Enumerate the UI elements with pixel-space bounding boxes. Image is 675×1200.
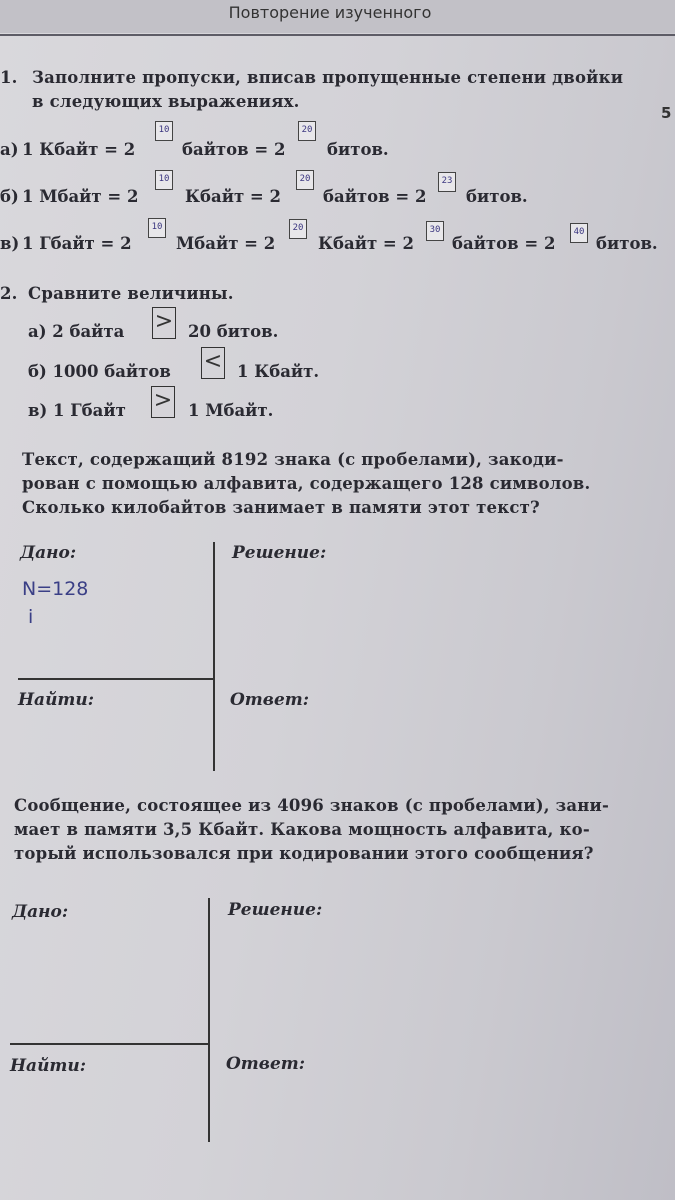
task4-line1: Сообщение, состоящее из 4096 знаков (с пробелами), зани- <box>14 796 610 815</box>
task4-find-label: Найти: <box>10 1056 87 1076</box>
task2-b-sign-box[interactable]: < <box>201 347 225 379</box>
page-header <box>0 0 675 33</box>
task1-b-label: б) <box>0 187 19 206</box>
task2-c-sign-box[interactable]: > <box>151 386 175 418</box>
task4-solution-label: Решение: <box>228 900 323 920</box>
task1-b-part2: Кбайт = 2 <box>185 187 281 206</box>
task1-a-part1: 1 Кбайт = 2 <box>22 140 136 159</box>
header-rule <box>0 34 675 36</box>
task2-a-sign-box[interactable]: > <box>152 307 176 339</box>
task1-c-exp1[interactable]: 10 <box>148 218 166 238</box>
task3-find-label: Найти: <box>18 690 95 710</box>
task3-solution-label: Решение: <box>232 543 327 563</box>
task1-a-label: а) <box>0 140 19 159</box>
task4-answer-label: Ответ: <box>226 1054 306 1074</box>
task2-number: 2. <box>0 284 18 303</box>
task1-b-exp1[interactable]: 10 <box>155 170 173 190</box>
task3-divider-horizontal <box>18 678 215 680</box>
task3-given-label: Дано: <box>20 543 77 563</box>
task2-a-left: а) 2 байта <box>28 322 125 341</box>
task1-b-part4: битов. <box>466 187 528 206</box>
task1-c-part4: байтов = 2 <box>452 234 556 253</box>
task1-a-exp1[interactable]: 10 <box>155 121 173 141</box>
task4-divider-horizontal <box>10 1043 210 1045</box>
task3-handwriting-n: N=128 <box>22 578 89 600</box>
task3-line2: рован с помощью алфавита, содержащего 128 символов. <box>22 474 591 493</box>
task1-b-exp3[interactable]: 23 <box>438 172 456 192</box>
task1-b-part1: 1 Мбайт = 2 <box>22 187 139 206</box>
header-title: Повторение изученного <box>228 3 432 22</box>
task3-line1: Текст, содержащий 8192 знака (с пробелами), закоди- <box>22 450 564 469</box>
task1-a-exp2[interactable]: 20 <box>298 121 316 141</box>
task1-c-exp4[interactable]: 40 <box>570 223 588 243</box>
task1-c-part3: Кбайт = 2 <box>318 234 414 253</box>
task1-b-exp2[interactable]: 20 <box>296 170 314 190</box>
task3-answer-label: Ответ: <box>230 690 310 710</box>
task1-c-label: в) <box>0 234 20 253</box>
task4-given-label: Дано: <box>12 902 69 922</box>
task1-c-part2: Мбайт = 2 <box>176 234 276 253</box>
page-marker: 5 <box>661 104 672 122</box>
task1-c-exp2[interactable]: 20 <box>289 219 307 239</box>
task3-divider-vertical <box>213 542 215 771</box>
task2-c-left: в) 1 Гбайт <box>28 401 126 420</box>
task3-handwriting-i: i <box>28 606 34 628</box>
task2-b-right: 1 Кбайт. <box>237 362 320 381</box>
task1-b-part3: байтов = 2 <box>323 187 427 206</box>
task1-a-part2: байтов = 2 <box>182 140 286 159</box>
task4-line3: торый использовался при кодировании этого сообщения? <box>14 844 594 863</box>
task1-number: 1. <box>0 68 18 87</box>
task2-c-right: 1 Мбайт. <box>188 401 274 420</box>
task1-line1: Заполните пропуски, вписав пропущенные степени двойки <box>32 68 624 87</box>
task2-b-left: б) 1000 байтов <box>28 362 171 381</box>
task1-c-exp3[interactable]: 30 <box>426 221 444 241</box>
task1-c-part1: 1 Гбайт = 2 <box>22 234 132 253</box>
task2-title: Сравните величины. <box>28 284 234 303</box>
task1-c-part5: битов. <box>596 234 658 253</box>
task4-divider-vertical <box>208 898 210 1142</box>
task2-a-right: 20 битов. <box>188 322 279 341</box>
task1-line2: в следующих выражениях. <box>32 92 300 111</box>
task3-line3: Сколько килобайтов занимает в памяти этот текст? <box>22 498 540 517</box>
task1-a-part3: битов. <box>327 140 389 159</box>
task4-line2: мает в памяти 3,5 Кбайт. Какова мощность алфавита, ко- <box>14 820 590 839</box>
